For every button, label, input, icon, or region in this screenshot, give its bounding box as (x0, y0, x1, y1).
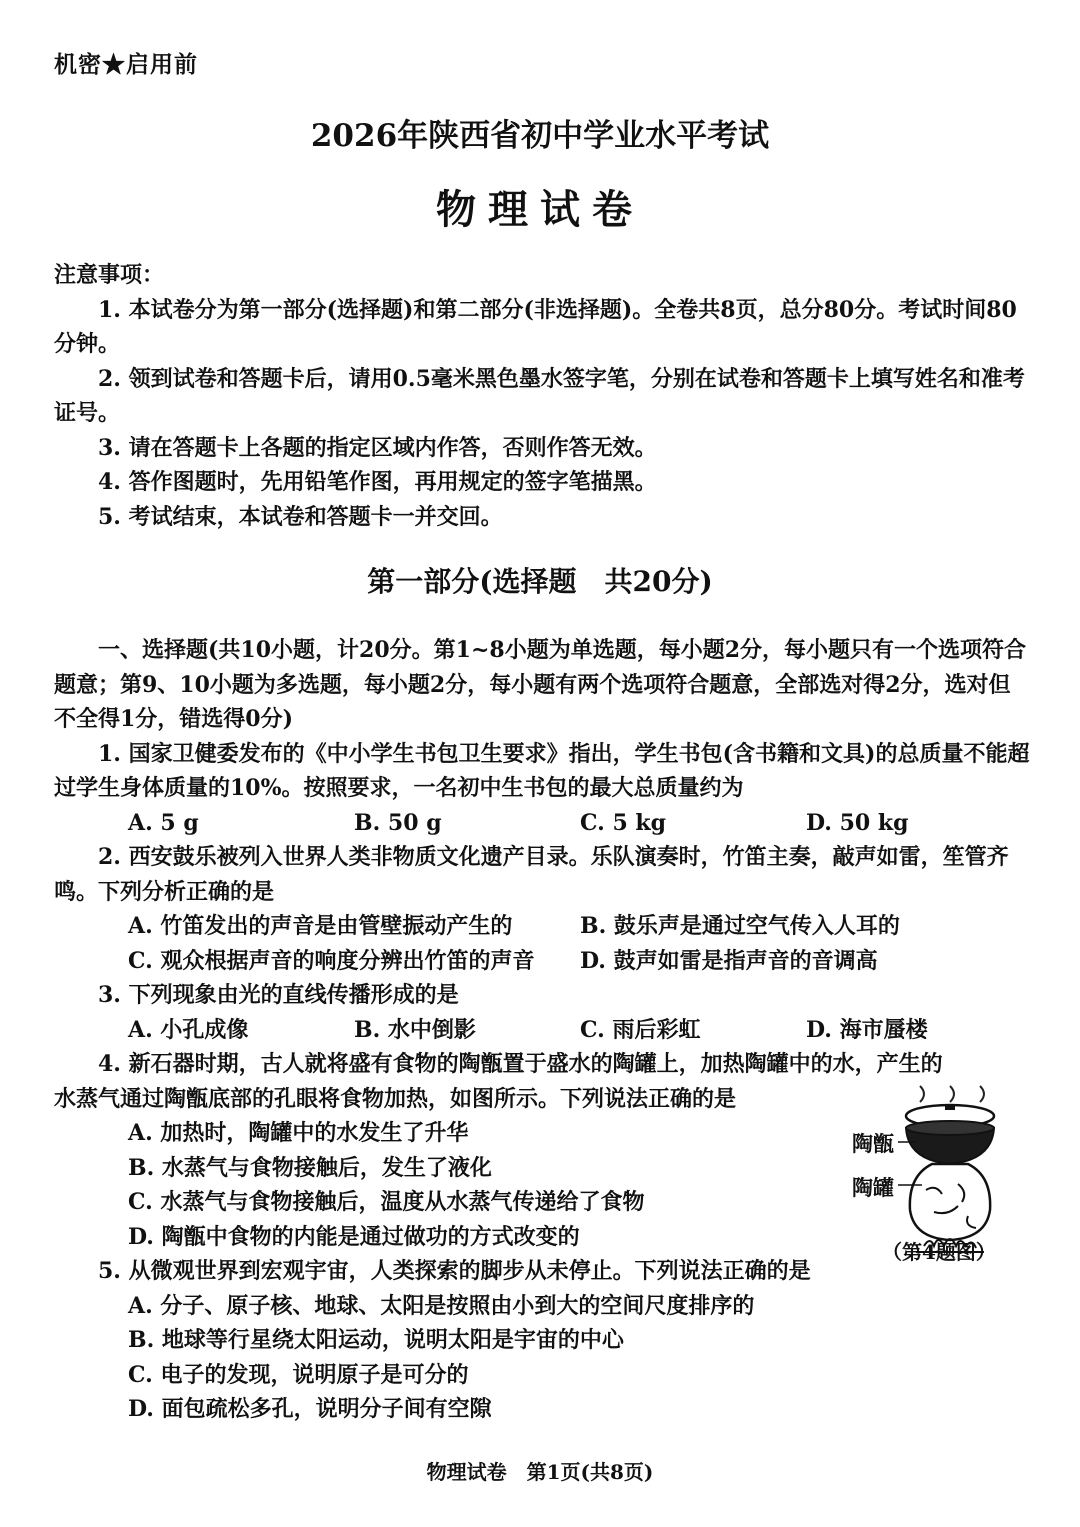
question-3-options (54, 1013, 1032, 1048)
question-5-stem: 5. 从微观世界到宏观宇宙，人类探索的脚步从未停止。下列说法正确的是 (98, 1258, 811, 1284)
exam-title: 2026年陕西省初中学业水平考试 (310, 118, 770, 154)
notice-item: 1. 本试卷分为第一部分(选择题)和第二部分(非选择题)。全卷共8页，总分80分。考试时间80分钟。 (54, 296, 1017, 357)
question-3-stem: 3. 下列现象由光的直线传播形成的是 (98, 982, 459, 1008)
option: A. 竹笛发出的声音是由管壁振动产生的 (128, 913, 513, 939)
option: B. 水中倒影 (354, 1016, 476, 1043)
option: C. 雨后彩虹 (580, 1016, 701, 1043)
option: A. 加热时，陶罐中的水发生了升华 (128, 1120, 469, 1146)
question-1-options (54, 806, 1032, 841)
option: D. 海市蜃楼 (806, 1016, 928, 1043)
option: C. 观众根据声音的响度分辨出竹笛的声音 (128, 947, 535, 974)
question-4-stem-line1: 4. 新石器时期，古人就将盛有食物的陶甑置于盛水的陶罐上，加热陶罐中的水，产生的 (98, 1051, 943, 1077)
option: C. 电子的发现，说明原子是可分的 (128, 1361, 469, 1388)
option: D. 陶甑中食物的内能是通过做功的方式改变的 (128, 1223, 580, 1250)
figure-label-guan: 陶罐 (852, 1175, 894, 1200)
confidential-mark: 机密★启用前 (54, 51, 198, 78)
question-2-options-row2 (54, 944, 1032, 979)
notice-heading: 注意事项： (54, 262, 165, 288)
notice-item: 4. 答作图题时，先用铅笔作图，再用规定的签字笔描黑。 (98, 469, 657, 495)
figure-caption: （第4题图） (882, 1240, 996, 1264)
question-4-stem-line2: 水蒸气通过陶甑底部的孔眼将食物加热，如图所示。下列说法正确的是 (54, 1085, 737, 1112)
figure-label-zeng: 陶甑 (852, 1131, 894, 1156)
option: B. 水蒸气与食物接触后，发生了液化 (128, 1154, 492, 1181)
part-one-title: 第一部分(选择题 共20分) (367, 565, 713, 598)
option: A. 小孔成像 (128, 1016, 249, 1043)
question-1-stem: 1. 国家卫健委发布的《中小学生书包卫生要求》指出，学生书包(含书籍和文具)的总质量不能超过学生身体质量的10%。按照要求，一名初中生书包的最大总质量约为 (54, 740, 1030, 801)
section-intro: 一、选择题(共10小题，计20分。第1~8小题为单选题，每小题2分，每小题只有一个选项符合题意；第9、10小题为多选题，每小题2分，每小题有两个选项符合题意，全部选对得2分，选对但不全得1分，错选得0分) (54, 637, 1026, 732)
option: A. 5 g (128, 809, 199, 836)
notice-section (54, 258, 1034, 534)
option: C. 水蒸气与食物接触后，温度从水蒸气传递给了食物 (128, 1189, 645, 1215)
notice-item: 2. 领到试卷和答题卡后，请用0.5毫米黑色墨水签字笔，分别在试卷和答题卡上填写姓名和准考证号。 (54, 365, 1025, 426)
option: B. 50 g (354, 809, 442, 836)
option: D. 面包疏松多孔，说明分子间有空隙 (128, 1396, 492, 1422)
option: D. 鼓声如雷是指声音的音调高 (580, 947, 878, 974)
questions-section (54, 633, 1032, 1427)
option: B. 鼓乐声是通过空气传入人耳的 (580, 913, 900, 939)
notice-item: 3. 请在答题卡上各题的指定区域内作答，否则作答无效。 (98, 434, 657, 461)
option: A. 分子、原子核、地球、太阳是按照由小到大的空间尺度排序的 (128, 1292, 755, 1319)
option: D. 50 kg (806, 809, 909, 836)
question-2-stem: 2. 西安鼓乐被列入世界人类非物质文化遗产目录。乐队演奏时，竹笛主奏，敲声如雷，笙管齐鸣。下列分析正确的是 (54, 844, 1009, 905)
option: B. 地球等行星绕太阳运动，说明太阳是宇宙的中心 (128, 1327, 624, 1353)
notice-item: 5. 考试结束，本试卷和答题卡一并交回。 (98, 503, 503, 530)
page-footer: 物理试卷 第1页(共8页) (426, 1460, 654, 1484)
question-2-options-row1 (54, 909, 1032, 944)
subject-title: 物理试卷 (436, 186, 644, 233)
option: C. 5 kg (580, 809, 667, 836)
